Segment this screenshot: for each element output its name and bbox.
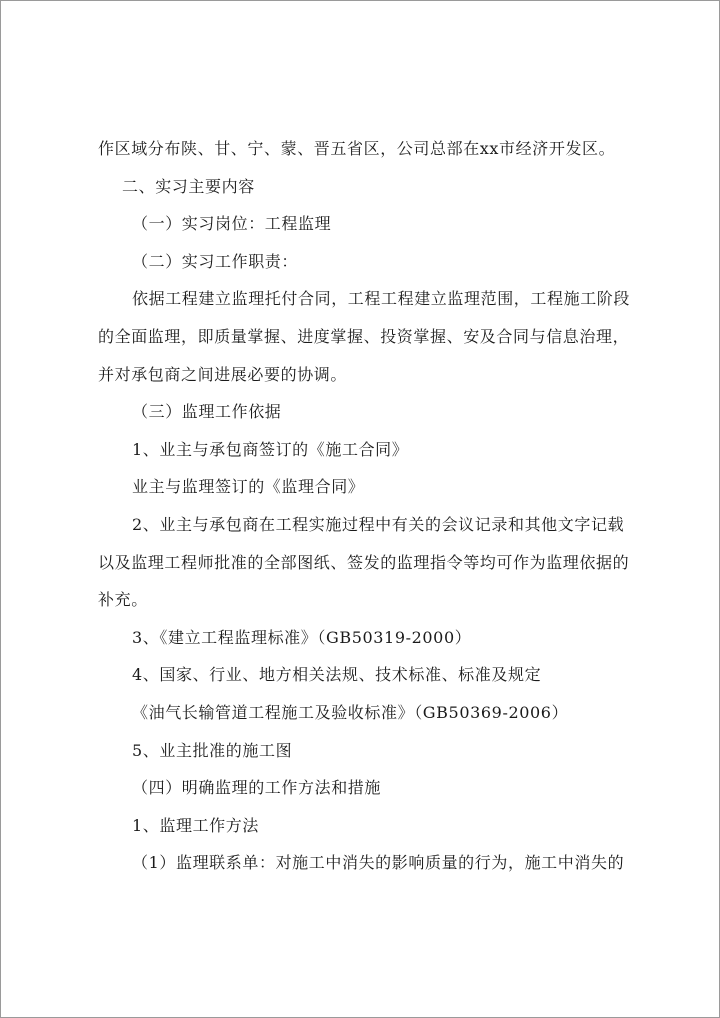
list-item-work-methods: 1、监理工作方法: [132, 815, 259, 835]
subheading-methods-and-measures: （四）明确监理的工作方法和措施: [132, 778, 382, 798]
list-item-construction-drawings: 5、业主批准的施工图: [132, 740, 293, 760]
document-body: [98, 130, 646, 882]
subheading-internship-position: （一）实习岗位：工程监理: [132, 214, 332, 234]
list-item-standard-gb50319: 3、《建立工程监理标准》（GB50319-2000）: [132, 627, 472, 647]
list-item-regulations: 4、国家、行业、地方相关法规、技术标准、标准及规定: [132, 665, 542, 685]
paragraph-duties-line-3: 并对承包商之间进展必要的协调。: [98, 364, 348, 384]
section-heading-internship-content: 二、实习主要内容: [122, 176, 255, 196]
paragraph-line-1: 作区域分布陕、甘、宁、蒙、晋五省区，公司总部在xx市经济开发区。: [98, 139, 616, 158]
list-item-meeting-records-line-3: 补充。: [98, 590, 148, 610]
paragraph-duties-line-1: 依据工程建立监理托付合同，工程工程建立监理范围，工程施工阶段: [132, 289, 631, 309]
subheading-supervision-basis: （三）监理工作依据: [132, 402, 282, 422]
list-item-meeting-records-line-1: 2、业主与承包商在工程实施过程中有关的会议记录和其他文字记载: [132, 514, 625, 534]
list-item-contact-sheet: （1）监理联系单：对施工中消失的影响质量的行为，施工中消失的: [132, 853, 625, 873]
paragraph-duties-line-2: 的全面监理，即质量掌握、进度掌握、投资掌握、安及合同与信息治理，: [98, 326, 630, 346]
list-item-supervision-contract: 业主与监理签订的《监理合同》: [132, 477, 365, 497]
list-item-construction-contract: 1、业主与承包商签订的《施工合同》: [132, 439, 409, 459]
list-item-standard-gb50369: 《油气长输管道工程施工及验收标准》（GB50369-2006）: [132, 702, 569, 722]
subheading-internship-duties: （二）实习工作职责：: [132, 251, 299, 271]
list-item-meeting-records-line-2: 以及监理工程师批准的全部图纸、签发的监理指令等均可作为监理依据的: [98, 552, 630, 572]
